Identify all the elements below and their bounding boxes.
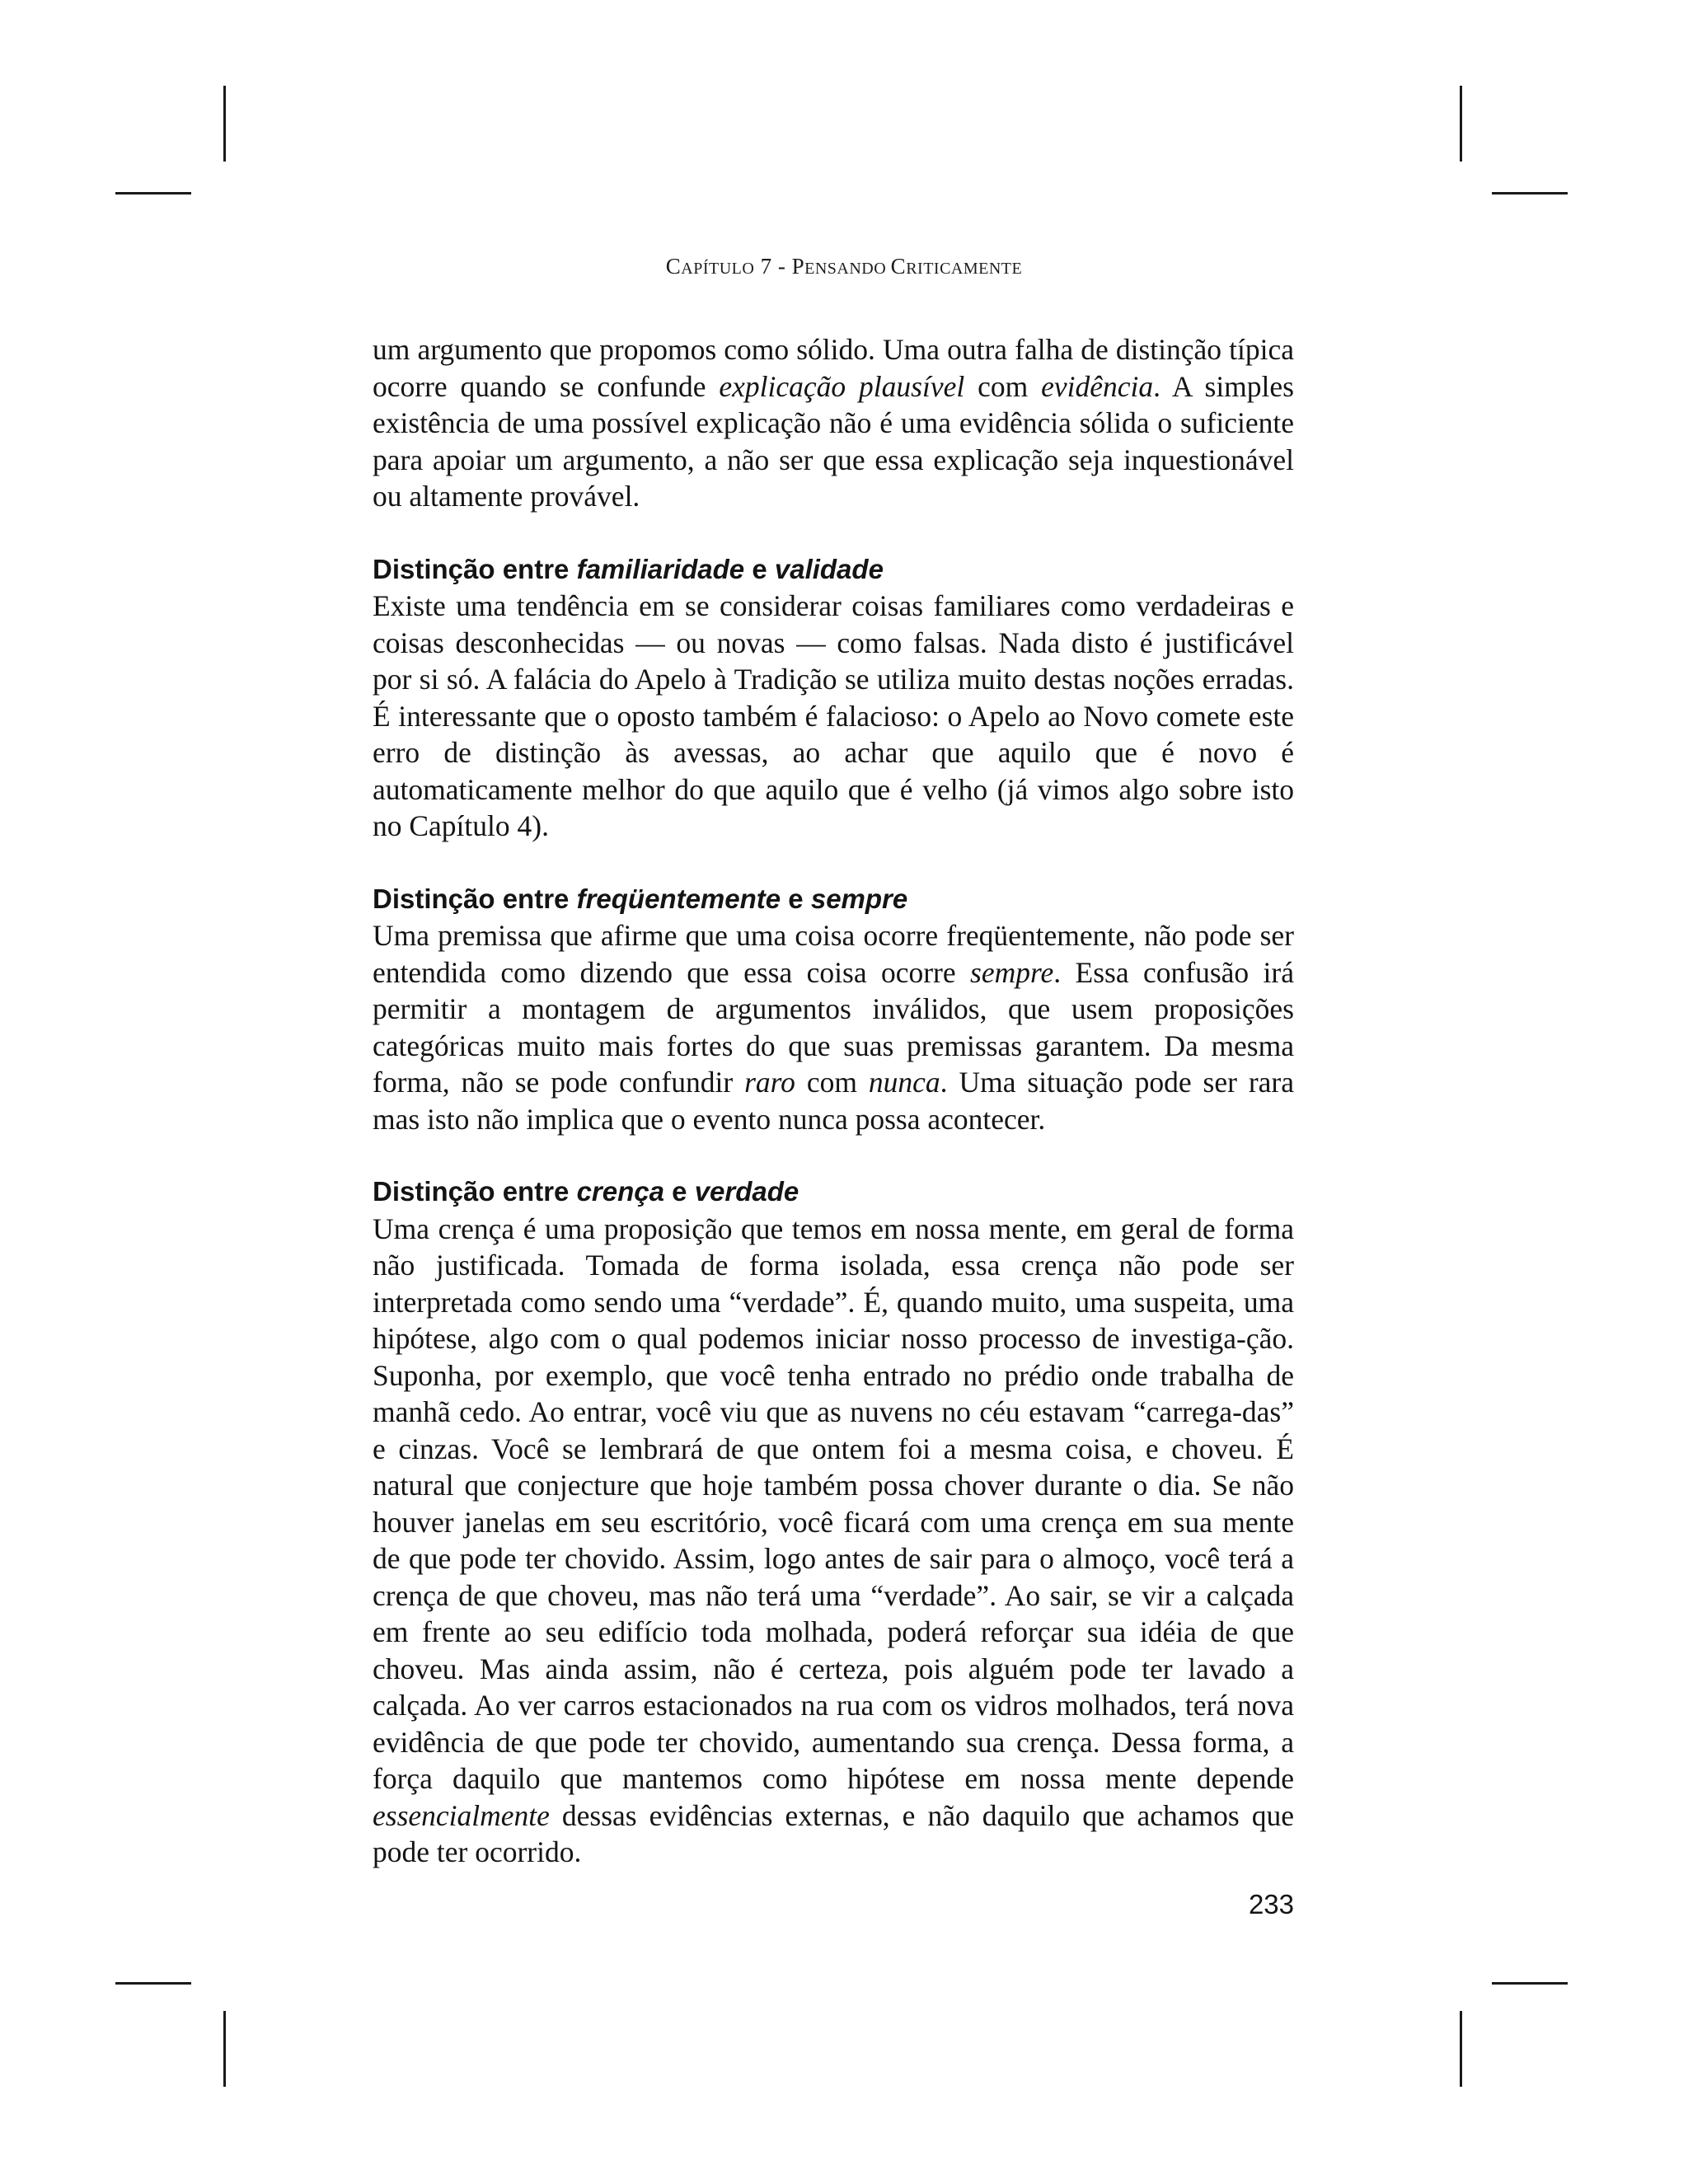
crop-mark-top-left-vertical [223, 86, 226, 162]
chapter-number: 7 - [754, 254, 792, 279]
heading-emphasis: validade [774, 553, 884, 584]
crop-mark-bottom-left-horizontal [115, 1982, 191, 1985]
page-number: 233 [1248, 1889, 1294, 1919]
intro-text-3: . A simples existência de uma possível explicação não é uma evidência sólida o suficiente para apoiar um argumento, a não ser que essa explicação seja inquestionável ou altamente provável. [373, 369, 1294, 513]
crop-mark-top-right-vertical [1460, 86, 1462, 162]
section-body-familiaridade: Existe uma tendência em se considerar coisas familiares como verdadeiras e coisas desconhecidas — ou novas — como falsas. Nada disto é justificável por si só. A falácia do Apelo à Tradição se utiliza muito destas noções erradas. É interessante que o oposto também é falacioso: o Apelo ao Novo comete este erro de distinção às avessas, ao achar que aquilo que é novo é automaticamente melhor do que aquilo que é velho (já vimos algo sobre isto no Capítulo 4). [373, 589, 1294, 842]
intro-emphasis-1: explicação plausível [719, 369, 965, 403]
heading-text: Distinção entre [373, 1176, 577, 1207]
body-text: Uma crença é uma proposição que temos em nossa mente, em geral de forma não justificada. Tomada de forma isolada, essa crença não pode ser interpretada como sendo uma “verdade”. É, quando muito, uma suspeita, uma hipótese, algo com o qual podemos iniciar nosso processo de investiga-ção. Suponha, por exemplo, que você tenha entrado no prédio onde trabalha de manhã cedo. Ao entrar, você viu que as nuvens no céu estavam “carrega-das” e cinzas. Você se lembrará de que ontem foi a mesma coisa, e choveu. É natural que conjecture que hoje também possa chover durante o dia. Se não houver janelas em seu escritório, você ficará com uma crença em sua mente de que pode ter chovido. Assim, logo antes de sair para o almoço, você terá a crença de que choveu, mas não terá uma “verdade”. Ao sair, se vir a calçada em frente ao seu edifício toda molhada, poderá reforçar sua idéia de que choveu. Mas ainda assim, não é certeza, pois alguém pode ter lavado a calçada. Ao ver carros estacionados na rua com os vidros molhados, terá nova evidência de que pode ter chovido, aumentando sua crença. Dessa forma, a força daquilo que mantemos como hipótese em nossa mente depende [373, 1212, 1294, 1795]
heading-emphasis: crença [576, 1176, 664, 1207]
heading-text: e [664, 1176, 695, 1207]
crop-mark-bottom-right-horizontal [1492, 1982, 1568, 1985]
heading-emphasis: verdade [694, 1176, 799, 1207]
intro-text-1: um argumento que propomos como sólido. Uma outra falha de distinção típica ocorre quando se confunde [373, 333, 1294, 403]
body-emphasis: essencialmente [373, 1798, 550, 1832]
body-text: Uma premissa que afirme que uma coisa ocorre freqüentemente, não pode ser entendida como dizendo que essa coisa ocorre [373, 919, 1294, 989]
heading-text: e [744, 553, 775, 584]
intro-text-2: com [964, 369, 1042, 403]
section-body-crenca [373, 1211, 1294, 1871]
body-text: . Essa confusão irá permitir a montagem de argumentos inválidos, que usem proposições categóricas muito mais fortes do que suas premissas garantem. Da mesma forma, não se pode confundir [373, 955, 1294, 1099]
body-text: . Uma situação pode ser rara mas isto não implica que o evento nunca possa acontecer. [373, 1066, 1295, 1136]
section-body-frequentemente [373, 917, 1294, 1137]
heading-text: Distinção entre [373, 553, 577, 584]
section-heading-frequentemente [373, 881, 1294, 918]
topic-initial-p: P [791, 254, 805, 279]
body-emphasis: raro [744, 1066, 795, 1099]
heading-text: e [781, 883, 811, 914]
crop-mark-top-left-horizontal [115, 192, 191, 194]
running-head [0, 254, 1688, 279]
topic-smallcaps-p: ENSANDO [804, 260, 891, 278]
topic-initial-c: C [890, 254, 907, 279]
heading-emphasis: sempre [810, 883, 908, 914]
body-emphasis: nunca [868, 1066, 940, 1099]
body-text: com [795, 1066, 869, 1099]
section-heading-familiaridade [373, 551, 1294, 588]
crop-mark-top-right-horizontal [1492, 192, 1568, 194]
topic-smallcaps-c: RITICAMENTE [906, 260, 1023, 278]
intro-paragraph [373, 331, 1294, 515]
intro-emphasis-2: evidência [1041, 369, 1154, 403]
heading-emphasis: freqüentemente [576, 883, 781, 914]
chapter-smallcaps: APÍTULO [681, 260, 755, 278]
crop-mark-bottom-left-vertical [223, 2011, 226, 2087]
crop-mark-bottom-right-vertical [1460, 2011, 1462, 2087]
section-heading-crenca [373, 1174, 1294, 1211]
body-text: dessas evidências externas, e não daquilo que achamos que pode ter ocorrido. [373, 1798, 1294, 1868]
heading-text: Distinção entre [373, 883, 577, 914]
heading-emphasis: familiaridade [576, 553, 745, 584]
page-body [373, 331, 1294, 1871]
chapter-initial: C [665, 254, 682, 279]
body-emphasis: sempre [970, 955, 1054, 989]
